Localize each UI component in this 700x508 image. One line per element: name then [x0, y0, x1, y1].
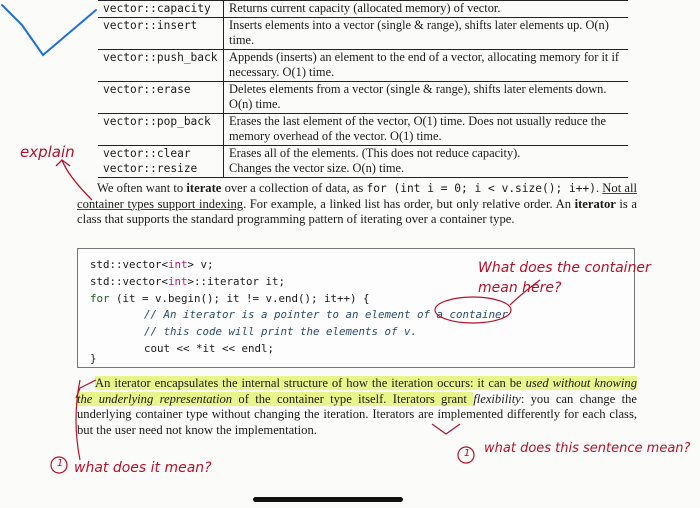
container-question-note: What does the container mean here? [478, 260, 651, 296]
paragraph-text: An iterator encapsulates the internal structure of how the iteration occurs: it can be [95, 376, 526, 390]
sentence-question-note: what does this sentence mean? [484, 441, 691, 456]
iterate-term: iterate [186, 181, 222, 195]
function-description: Erases all of the elements. (This does not reduce capacity). [229, 145, 521, 160]
function-name: vector::capacity [98, 1, 224, 18]
function-name: vector::pop_back [98, 113, 224, 145]
function-name: vector::clear [98, 145, 224, 161]
iterator-term: iterator [574, 196, 616, 211]
code-line: std::vector<int>::iterator it; [90, 275, 286, 288]
arrow-stroke [62, 160, 92, 200]
function-description: Inserts elements into a vector (single & range), shifts later elements up. O(n) time. [229, 17, 609, 47]
code-line: } [90, 352, 97, 365]
function-name: vector::resize [98, 161, 224, 177]
function-name: vector::insert [98, 17, 224, 49]
code-comment: // An iterator is a pointer to an element of a container [144, 308, 509, 321]
code-line: cout << *it << endl; [144, 342, 275, 355]
marker-number: 1 [463, 448, 471, 459]
down-arrow [432, 424, 460, 434]
function-description: Erases the last element of the vector, O(1) time. Does not usually reduce the memory overhead of the vector. O(1) time. [229, 113, 606, 143]
paragraph-text: . For example, a linked list has order, but only relative order. An [243, 196, 575, 211]
paragraph-text: : you can change the underlying container type without changing the iteration. Iterators are implemented differently for each class, but the user need not know the implementation. [77, 391, 638, 437]
for-loop-code: for (int i = 0; i < v.size(); i++) [366, 182, 596, 195]
code-comment: // this code will print the elements of v. [144, 325, 418, 338]
paragraph-text: is a class that supports the standard programming pattern of iterating over a container type. [77, 196, 638, 226]
function-description: Returns current capacity (allocated memory) of vector. [229, 1, 501, 15]
paragraph-text: over a collection of data, as [221, 181, 367, 195]
function-name: vector::push_back [98, 49, 224, 81]
function-name: vector::erase [98, 81, 224, 113]
paragraph-text: We often want to [97, 181, 187, 195]
emphasis-text: flexibility [473, 391, 521, 406]
function-description: Appends (inserts) an element to the end of a vector, allocating memory for it if necessary. O(1) time. [229, 49, 620, 79]
paragraph-text: . [595, 181, 600, 195]
paragraph-text: of the container type itself. Iterators grant [232, 391, 474, 406]
function-description: Deletes elements from a vector (single & range), shifts later elements down. O(n) time. [229, 81, 607, 111]
meaning-question-note: what does it mean? [74, 460, 212, 476]
explain-note: explain [20, 143, 75, 161]
container-circle [435, 297, 511, 323]
home-indicator[interactable] [253, 497, 403, 502]
function-description: Changes the vector size. O(n) time. [229, 161, 405, 175]
emphasis-text: used without knowing the underlying representation [77, 376, 637, 406]
blue-check-mark [2, 5, 96, 55]
code-line: std::vector<int> v; [90, 258, 214, 271]
underlined-phrase: Not all container types support indexing [77, 181, 637, 211]
marker-number: 1 [56, 458, 64, 469]
code-line: for (it = v.begin(); it != v.end(); it++) { [90, 292, 370, 305]
